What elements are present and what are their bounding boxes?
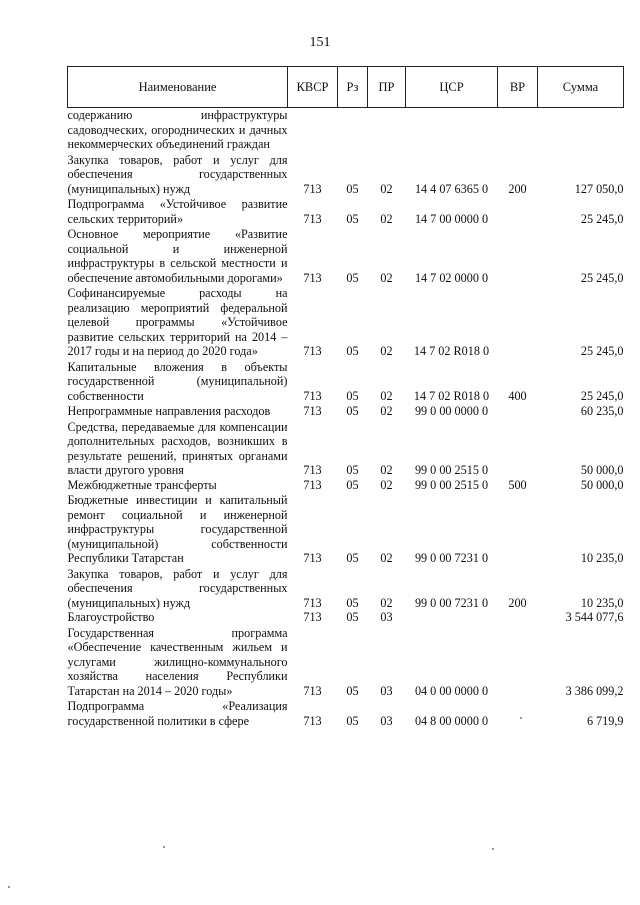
row-vr: 400	[508, 388, 527, 403]
row-name: Межбюджетные трансферты	[67, 477, 217, 492]
scan-speck	[520, 717, 522, 719]
row-pr	[368, 108, 406, 152]
table-row	[68, 196, 624, 226]
row-rz: 05	[346, 683, 359, 698]
row-vr	[498, 285, 538, 359]
row-sum: 10 235,0	[580, 595, 624, 610]
row-vr	[498, 403, 538, 419]
table-row	[68, 625, 624, 699]
row-csr: 99 0 00 7231 0	[414, 595, 489, 610]
header-pr: ПР	[368, 67, 406, 108]
row-sum: 3 544 077,6	[565, 610, 624, 624]
table-row	[68, 359, 624, 404]
row-rz: 05	[346, 477, 359, 492]
row-csr: 99 0 00 2515 0	[414, 477, 489, 492]
row-sum	[538, 108, 624, 152]
row-pr: 02	[380, 211, 393, 226]
row-sum: 127 050,0	[574, 181, 624, 196]
row-sum: 3 386 099,2	[565, 683, 624, 698]
row-csr: 99 0 00 0000 0	[414, 404, 489, 418]
header-vr: ВР	[498, 67, 538, 108]
row-rz: 05	[346, 404, 359, 418]
row-name: Бюджетные инвестиции и капитальный ремонт социальной и инженерной инфраструктуры государственной (муниципальной) собственности Республики Татарстан	[67, 493, 288, 565]
row-pr: 02	[380, 388, 393, 403]
row-pr: 02	[380, 270, 393, 285]
table-row	[68, 108, 624, 152]
row-kvsr: 713	[303, 683, 322, 698]
header-sum: Сумма	[538, 67, 624, 108]
row-name: Закупка товаров, работ и услуг для обеспечения государственных (муниципальных) нужд	[67, 152, 288, 196]
row-sum: 50 000,0	[580, 477, 624, 492]
row-kvsr: 713	[303, 211, 322, 226]
scan-speck	[492, 848, 494, 850]
row-pr: 03	[380, 713, 393, 728]
table-row	[68, 419, 624, 478]
row-csr: 04 0 00 0000 0	[414, 683, 489, 698]
header-csr: ЦСР	[406, 67, 498, 108]
row-pr: 03	[380, 610, 393, 624]
row-kvsr: 713	[303, 181, 322, 196]
row-sum: 25 245,0	[580, 211, 624, 226]
row-vr: 500	[508, 477, 527, 492]
scan-speck	[8, 886, 10, 888]
table-row	[68, 226, 624, 285]
row-sum: 6 719,9	[586, 713, 624, 728]
row-sum: 50 000,0	[580, 463, 624, 477]
row-name: Софинансируемые расходы на реализацию мероприятий федеральной целевой программы «Устойчивое развитие сельских территорий на 2014 – 2017 годы и на период до 2020 года»	[67, 286, 288, 358]
table-header-row	[68, 67, 624, 108]
row-kvsr: 713	[303, 713, 322, 728]
header-kvsr: КВСР	[288, 67, 338, 108]
row-name: Государственная программа «Обеспечение качественным жильем и услугами жилищно-коммунального хозяйства населения Республики Татарстан на 2014 – 2020 годы»	[67, 625, 288, 698]
row-kvsr: 713	[303, 463, 322, 477]
row-vr: 200	[508, 181, 527, 196]
row-vr	[498, 108, 538, 152]
row-pr: 02	[380, 477, 393, 492]
row-kvsr: 713	[303, 344, 322, 358]
table-row	[68, 285, 624, 359]
row-csr: 14 7 02 R018 0	[413, 344, 490, 358]
row-kvsr	[288, 108, 338, 152]
row-csr: 14 7 02 0000 0	[414, 270, 489, 285]
row-kvsr: 713	[303, 595, 322, 610]
row-vr	[498, 419, 538, 478]
row-sum: 25 245,0	[580, 344, 624, 358]
row-csr: 04 8 00 0000 0	[414, 713, 489, 728]
row-rz: 05	[346, 270, 359, 285]
row-csr: 99 0 00 7231 0	[414, 551, 489, 565]
row-rz: 05	[346, 551, 359, 565]
row-kvsr: 713	[303, 270, 322, 285]
row-rz: 05	[346, 181, 359, 196]
row-sum: 10 235,0	[580, 551, 624, 565]
row-vr: 200	[508, 595, 527, 610]
row-name: Капитальные вложения в объекты государственной (муниципальной) собственности	[67, 359, 288, 403]
row-kvsr: 713	[303, 551, 322, 565]
row-sum: 60 235,0	[580, 404, 624, 418]
row-name: Подпрограмма «Реализация государственной политики в сфере	[67, 699, 288, 728]
row-pr: 02	[380, 463, 393, 477]
table-row	[68, 478, 624, 493]
row-vr	[498, 610, 538, 625]
row-pr: 02	[380, 595, 393, 610]
row-kvsr: 713	[303, 477, 322, 492]
row-rz: 05	[346, 388, 359, 403]
table-row	[68, 492, 624, 566]
row-rz: 05	[346, 713, 359, 728]
row-pr: 03	[380, 683, 393, 698]
row-sum: 25 245,0	[580, 388, 624, 403]
row-rz	[338, 108, 368, 152]
row-vr	[498, 698, 538, 728]
row-pr: 02	[380, 181, 393, 196]
row-vr	[498, 625, 538, 699]
row-rz: 05	[346, 344, 359, 358]
row-csr: 14 7 02 R018 0	[413, 388, 490, 403]
row-vr	[498, 226, 538, 285]
row-name: Благоустройство	[67, 610, 155, 624]
row-rz: 05	[346, 610, 359, 624]
table-row	[68, 698, 624, 728]
row-csr: 14 7 00 0000 0	[414, 211, 489, 226]
header-name: Наименование	[68, 67, 288, 108]
table-row	[68, 566, 624, 611]
table-row	[68, 403, 624, 419]
row-csr	[406, 108, 498, 152]
row-name: Средства, передаваемые для компенсации дополнительных расходов, возникших в результате решений, принятых органами власти другого уровня	[67, 419, 288, 477]
row-name: Непрограммные направления расходов	[67, 404, 271, 418]
row-pr: 02	[380, 404, 393, 418]
row-name: Основное мероприятие «Развитие социальной и инженерной инфраструктуры в сельской местности и обеспечение автомобильными дорогами»	[67, 227, 288, 285]
row-sum: 25 245,0	[580, 270, 624, 285]
header-rz: Рз	[338, 67, 368, 108]
table-row	[68, 152, 624, 197]
row-rz: 05	[346, 463, 359, 477]
row-pr: 02	[380, 344, 393, 358]
row-kvsr: 713	[303, 388, 322, 403]
row-rz: 05	[346, 211, 359, 226]
scan-speck	[163, 846, 165, 848]
row-csr: 99 0 00 2515 0	[414, 463, 489, 477]
budget-table	[67, 66, 624, 728]
row-vr	[498, 196, 538, 226]
table-row	[68, 610, 624, 625]
row-csr: 14 4 07 6365 0	[414, 181, 489, 196]
row-kvsr: 713	[303, 610, 322, 624]
page-number: 151	[309, 35, 331, 50]
row-name: Подпрограмма «Устойчивое развитие сельских территорий»	[67, 197, 288, 226]
row-vr	[498, 492, 538, 566]
row-rz: 05	[346, 595, 359, 610]
row-pr: 02	[380, 551, 393, 565]
row-name: содержанию инфраструктуры садоводческих, огороднических и дачных некоммерческих объединений граждан	[67, 108, 288, 151]
row-name: Закупка товаров, работ и услуг для обеспечения государственных (муниципальных) нужд	[67, 566, 288, 610]
row-kvsr: 713	[303, 404, 322, 418]
row-csr	[406, 610, 498, 625]
